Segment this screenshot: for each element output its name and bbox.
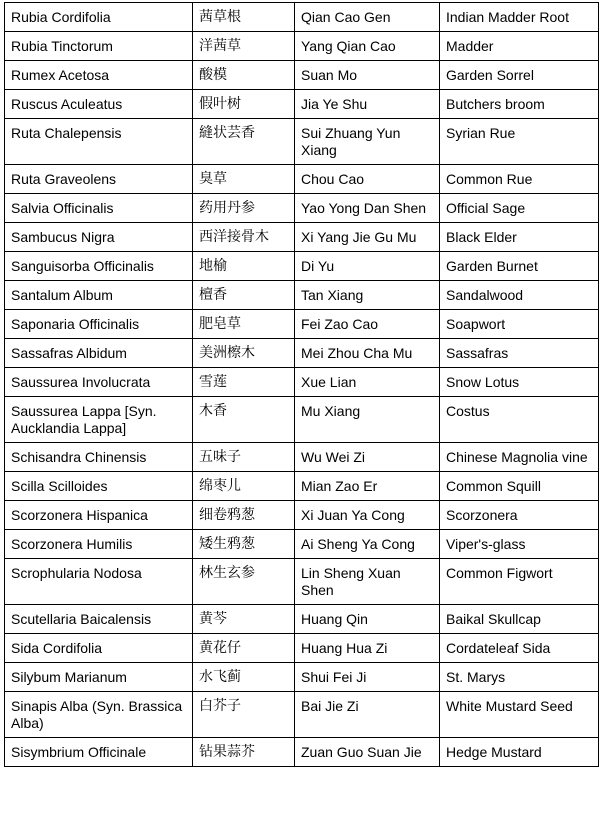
latin-name-cell: Sisymbrium Officinale	[5, 738, 193, 767]
table-row	[5, 119, 599, 165]
table-row	[5, 397, 599, 443]
latin-name-cell: Scrophularia Nodosa	[5, 559, 193, 605]
pinyin-name-cell: Zuan Guo Suan Jie	[295, 738, 440, 767]
latin-name-cell: Santalum Album	[5, 281, 193, 310]
table-row	[5, 663, 599, 692]
chinese-name-cell: 水飞蓟	[193, 663, 295, 692]
table-row	[5, 252, 599, 281]
latin-name-cell: Ruta Chalepensis	[5, 119, 193, 165]
latin-name-cell: Silybum Marianum	[5, 663, 193, 692]
table-row	[5, 90, 599, 119]
pinyin-name-cell: Tan Xiang	[295, 281, 440, 310]
herb-names-table	[4, 2, 599, 767]
latin-name-cell: Ruscus Aculeatus	[5, 90, 193, 119]
english-name-cell: Indian Madder Root	[440, 3, 599, 32]
latin-name-cell: Scilla Scilloides	[5, 472, 193, 501]
latin-name-cell: Rumex Acetosa	[5, 61, 193, 90]
table-row	[5, 339, 599, 368]
pinyin-name-cell: Chou Cao	[295, 165, 440, 194]
english-name-cell: Scorzonera	[440, 501, 599, 530]
chinese-name-cell: 五味子	[193, 443, 295, 472]
pinyin-name-cell: Di Yu	[295, 252, 440, 281]
table-row	[5, 530, 599, 559]
english-name-cell: St. Marys	[440, 663, 599, 692]
chinese-name-cell: 臭草	[193, 165, 295, 194]
pinyin-name-cell: Mu Xiang	[295, 397, 440, 443]
table-row	[5, 559, 599, 605]
english-name-cell: Cordateleaf Sida	[440, 634, 599, 663]
chinese-name-cell: 细卷鸦葱	[193, 501, 295, 530]
pinyin-name-cell: Shui Fei Ji	[295, 663, 440, 692]
english-name-cell: Madder	[440, 32, 599, 61]
latin-name-cell: Sanguisorba Officinalis	[5, 252, 193, 281]
latin-name-cell: Saussurea Involucrata	[5, 368, 193, 397]
table-row	[5, 634, 599, 663]
chinese-name-cell: 茜草根	[193, 3, 295, 32]
table-row	[5, 223, 599, 252]
chinese-name-cell: 雪莲	[193, 368, 295, 397]
latin-name-cell: Rubia Tinctorum	[5, 32, 193, 61]
chinese-name-cell: 黄芩	[193, 605, 295, 634]
pinyin-name-cell: Bai Jie Zi	[295, 692, 440, 738]
english-name-cell: Sandalwood	[440, 281, 599, 310]
table-row	[5, 165, 599, 194]
pinyin-name-cell: Qian Cao Gen	[295, 3, 440, 32]
pinyin-name-cell: Huang Hua Zi	[295, 634, 440, 663]
latin-name-cell: Schisandra Chinensis	[5, 443, 193, 472]
english-name-cell: Sassafras	[440, 339, 599, 368]
latin-name-cell: Salvia Officinalis	[5, 194, 193, 223]
table-row	[5, 194, 599, 223]
pinyin-name-cell: Huang Qin	[295, 605, 440, 634]
table-row	[5, 472, 599, 501]
latin-name-cell: Sassafras Albidum	[5, 339, 193, 368]
table-row	[5, 368, 599, 397]
english-name-cell: Garden Burnet	[440, 252, 599, 281]
pinyin-name-cell: Jia Ye Shu	[295, 90, 440, 119]
table-row	[5, 281, 599, 310]
table-row	[5, 605, 599, 634]
english-name-cell: Garden Sorrel	[440, 61, 599, 90]
table-row	[5, 61, 599, 90]
pinyin-name-cell: Ai Sheng Ya Cong	[295, 530, 440, 559]
table-row	[5, 443, 599, 472]
english-name-cell: Soapwort	[440, 310, 599, 339]
chinese-name-cell: 美洲檫木	[193, 339, 295, 368]
english-name-cell: White Mustard Seed	[440, 692, 599, 738]
chinese-name-cell: 黄花仔	[193, 634, 295, 663]
english-name-cell: Costus	[440, 397, 599, 443]
chinese-name-cell: 西洋接骨木	[193, 223, 295, 252]
english-name-cell: Butchers broom	[440, 90, 599, 119]
english-name-cell: Hedge Mustard	[440, 738, 599, 767]
latin-name-cell: Sambucus Nigra	[5, 223, 193, 252]
pinyin-name-cell: Mei Zhou Cha Mu	[295, 339, 440, 368]
pinyin-name-cell: Sui Zhuang Yun Xiang	[295, 119, 440, 165]
pinyin-name-cell: Wu Wei Zi	[295, 443, 440, 472]
english-name-cell: Common Figwort	[440, 559, 599, 605]
chinese-name-cell: 假叶树	[193, 90, 295, 119]
english-name-cell: Chinese Magnolia vine	[440, 443, 599, 472]
herb-table-body	[5, 3, 599, 767]
table-row	[5, 32, 599, 61]
table-row	[5, 310, 599, 339]
pinyin-name-cell: Yang Qian Cao	[295, 32, 440, 61]
pinyin-name-cell: Mian Zao Er	[295, 472, 440, 501]
latin-name-cell: Ruta Graveolens	[5, 165, 193, 194]
chinese-name-cell: 林生玄参	[193, 559, 295, 605]
english-name-cell: Snow Lotus	[440, 368, 599, 397]
chinese-name-cell: 药用丹参	[193, 194, 295, 223]
english-name-cell: Baikal Skullcap	[440, 605, 599, 634]
chinese-name-cell: 洋茜草	[193, 32, 295, 61]
latin-name-cell: Sida Cordifolia	[5, 634, 193, 663]
pinyin-name-cell: Yao Yong Dan Shen	[295, 194, 440, 223]
chinese-name-cell: 矮生鸦葱	[193, 530, 295, 559]
chinese-name-cell: 地榆	[193, 252, 295, 281]
english-name-cell: Common Squill	[440, 472, 599, 501]
chinese-name-cell: 白芥子	[193, 692, 295, 738]
latin-name-cell: Scutellaria Baicalensis	[5, 605, 193, 634]
latin-name-cell: Saussurea Lappa [Syn. Aucklandia Lappa]	[5, 397, 193, 443]
chinese-name-cell: 木香	[193, 397, 295, 443]
english-name-cell: Official Sage	[440, 194, 599, 223]
english-name-cell: Viper's-glass	[440, 530, 599, 559]
chinese-name-cell: 酸模	[193, 61, 295, 90]
pinyin-name-cell: Xue Lian	[295, 368, 440, 397]
latin-name-cell: Sinapis Alba (Syn. Brassica Alba)	[5, 692, 193, 738]
latin-name-cell: Scorzonera Hispanica	[5, 501, 193, 530]
pinyin-name-cell: Lin Sheng Xuan Shen	[295, 559, 440, 605]
pinyin-name-cell: Xi Juan Ya Cong	[295, 501, 440, 530]
chinese-name-cell: 肥皂草	[193, 310, 295, 339]
pinyin-name-cell: Fei Zao Cao	[295, 310, 440, 339]
table-row	[5, 501, 599, 530]
chinese-name-cell: 绵枣儿	[193, 472, 295, 501]
table-row	[5, 692, 599, 738]
english-name-cell: Black Elder	[440, 223, 599, 252]
latin-name-cell: Rubia Cordifolia	[5, 3, 193, 32]
pinyin-name-cell: Suan Mo	[295, 61, 440, 90]
table-row	[5, 738, 599, 767]
latin-name-cell: Saponaria Officinalis	[5, 310, 193, 339]
english-name-cell: Syrian Rue	[440, 119, 599, 165]
table-row	[5, 3, 599, 32]
chinese-name-cell: 檀香	[193, 281, 295, 310]
chinese-name-cell: 钻果蒜芥	[193, 738, 295, 767]
english-name-cell: Common Rue	[440, 165, 599, 194]
pinyin-name-cell: Xi Yang Jie Gu Mu	[295, 223, 440, 252]
latin-name-cell: Scorzonera Humilis	[5, 530, 193, 559]
chinese-name-cell: 縫状芸香	[193, 119, 295, 165]
